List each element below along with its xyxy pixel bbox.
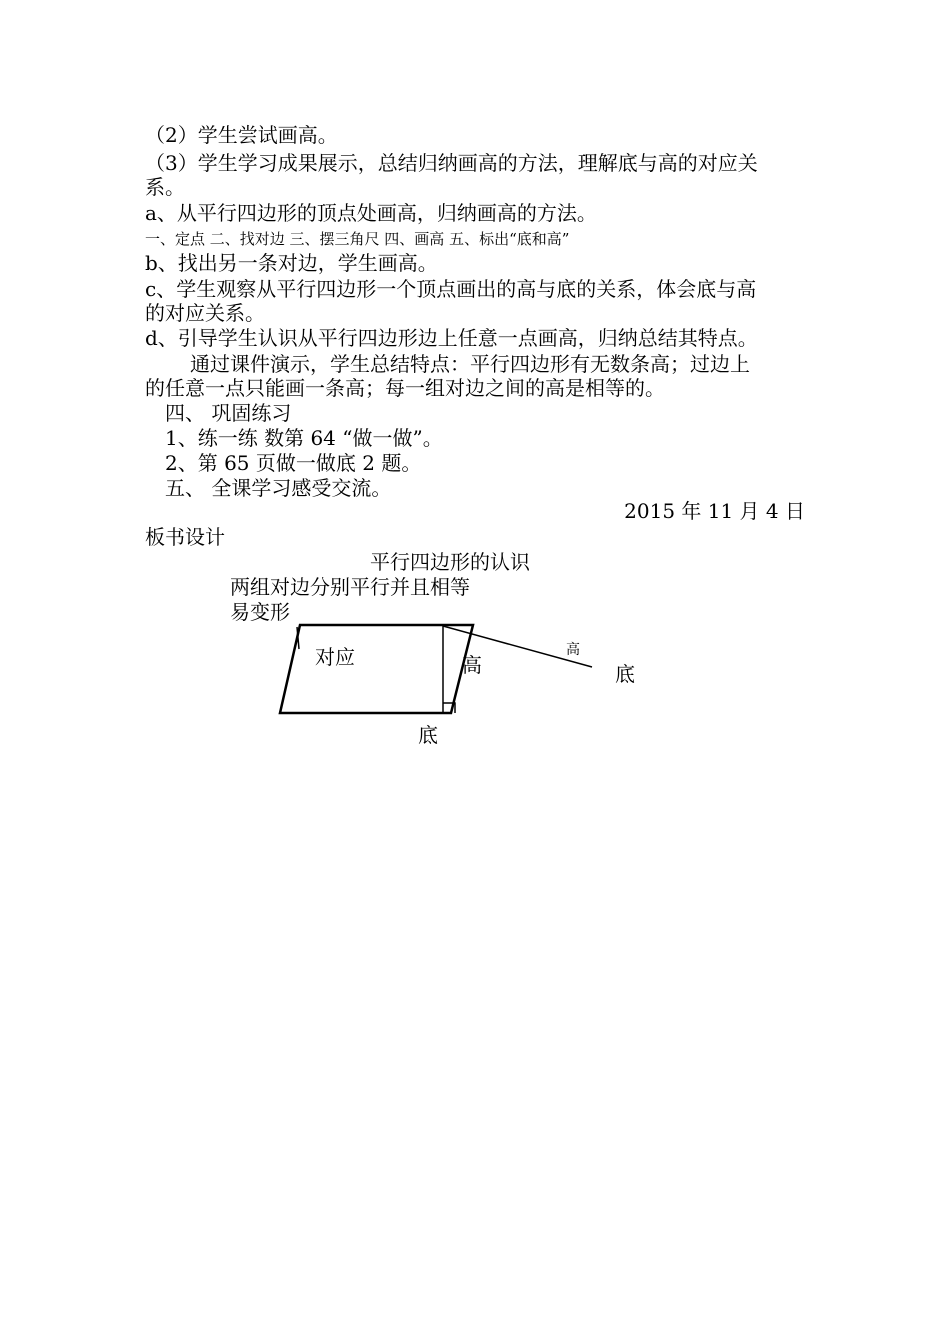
label-corresponding: 对应	[315, 645, 355, 669]
point-a: a、从平行四边形的顶点处画高，归纳画高的方法。	[145, 201, 597, 225]
board-design-heading: 板书设计	[145, 525, 225, 549]
board-line-2: 易变形	[230, 600, 290, 624]
method-steps: 一、定点 二、找对边 三、摆三角尺 四、画高 五、标出“底和高”	[145, 230, 570, 248]
exercise-2: 2、第 65 页做一做底 2 题。	[165, 451, 422, 475]
point-d: d、引导学生认识从平行四边形边上任意一点画高，归纳总结其特点。	[145, 326, 758, 350]
point-c: c、学生观察从平行四边形一个顶点画出的高与底的关系，体会底与高	[145, 277, 757, 301]
parallelogram-shape	[280, 625, 473, 713]
board-title: 平行四边形的认识	[370, 550, 530, 574]
step-3: （3）学生学习成果展示，总结归纳画高的方法，理解底与高的对应关	[145, 151, 758, 175]
board-line-1: 两组对边分别平行并且相等	[230, 575, 470, 599]
step-3-continued: 系。	[145, 175, 185, 199]
label-base-right: 底	[615, 662, 635, 686]
point-b: b、找出另一条对边，学生画高。	[145, 251, 438, 275]
exercise-1: 1、练一练 数第 64 “做一做”。	[165, 426, 443, 450]
summary-paragraph-continued: 的任意一点只能画一条高；每一组对边之间的高是相等的。	[145, 376, 665, 400]
date: 2015 年 11 月 4 日	[624, 499, 805, 523]
section-four-heading: 四、 巩固练习	[165, 401, 292, 425]
label-base-bottom: 底	[418, 723, 438, 747]
label-height: 高	[462, 653, 482, 677]
label-height-small: 高	[566, 642, 580, 658]
section-five-heading: 五、 全课学习感受交流。	[165, 476, 392, 500]
point-c-continued: 的对应关系。	[145, 301, 265, 325]
step-2: （2）学生尝试画高。	[145, 123, 338, 147]
summary-paragraph: 通过课件演示，学生总结特点：平行四边形有无数条高；过边上	[190, 352, 750, 376]
